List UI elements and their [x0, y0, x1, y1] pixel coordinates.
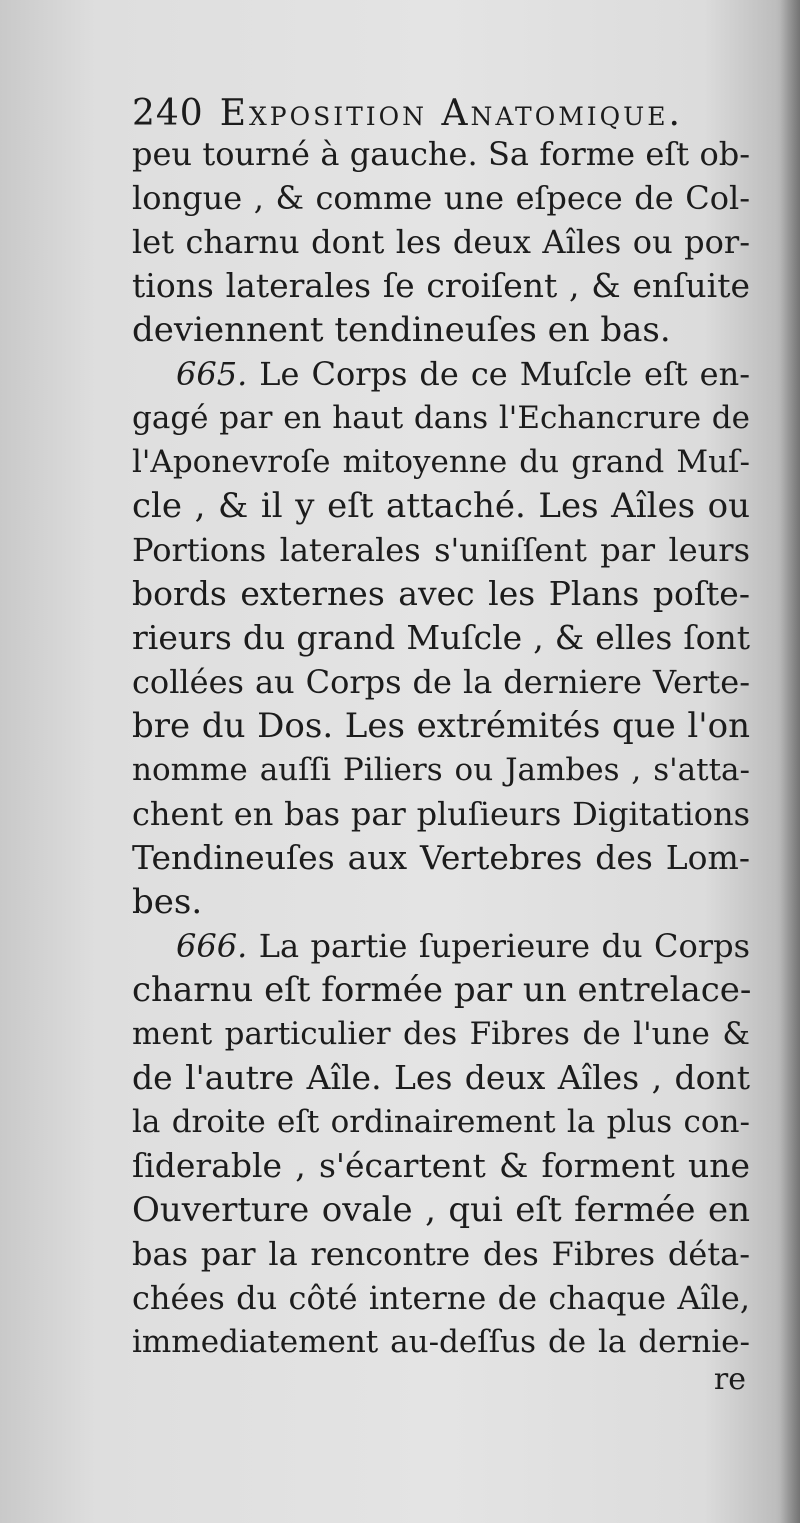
text-line: la droite eſt ordinairement la plus con- — [132, 1104, 750, 1140]
text-line: Portions laterales s'uniſſent par leurs — [132, 531, 750, 569]
text-line: Tendineuſes aux Vertebres des Lom- — [132, 838, 750, 877]
text-line: collées au Corps de la derniere Verte- — [132, 663, 750, 701]
text-line: chées du côté interne de chaque Aîle, — [132, 1279, 750, 1317]
text-line: gagé par en haut dans l'Echancrure de — [132, 400, 750, 436]
catchword: re — [713, 1362, 746, 1397]
text-line: tions laterales ſe croiſent , & enſuite — [132, 266, 750, 305]
paragraph-665-first-line — [132, 352, 750, 396]
text-line: peu tourné à gauche. Sa forme eſt ob- — [132, 135, 750, 173]
text-line: Ouverture ovale , qui eſt fermée en — [132, 1190, 750, 1230]
text-line: La partie ſuperieure du Corps — [258, 927, 751, 965]
text-line: de l'autre Aîle. Les deux Aîles , dont — [132, 1058, 750, 1097]
text-line: bas par la rencontre des Fibres déta- — [132, 1235, 750, 1273]
text-line: charnu eſt formée par un entrelace- — [132, 970, 752, 1010]
page-number: 240 — [132, 93, 204, 134]
text-line: deviennent tendineuſes en bas. — [132, 310, 671, 350]
text-line: Le Corps de ce Muſcle eſt en- — [259, 355, 751, 393]
text-line: l'Aponevroſe mitoyenne du grand Muſ- — [132, 444, 750, 480]
text-line: bords externes avec les Plans poſte- — [132, 574, 750, 613]
running-title: Exposition Anatomique. — [219, 93, 683, 134]
text-line: nomme auſſi Piliers ou Jambes , s'atta- — [132, 752, 750, 788]
text-line: longue , & comme une eſpece de Col- — [132, 179, 750, 217]
paragraph-666-first-line — [132, 924, 750, 968]
text-line: let charnu dont les deux Aîles ou por- — [132, 223, 750, 261]
paragraph-number: 665. — [176, 355, 248, 393]
text-line: rieurs du grand Muſcle , & elles ſont — [132, 618, 750, 657]
text-line: bre du Dos. Les extrémités que l'on — [132, 706, 750, 746]
body-text — [132, 132, 750, 1364]
text-line: bes. — [132, 882, 203, 922]
text-line: ſiderable , s'écartent & forment une — [132, 1146, 750, 1185]
text-line: immediatement au-deſſus de la dernie- — [132, 1324, 750, 1360]
running-header — [132, 92, 752, 136]
text-line: chent en bas par pluſieurs Digitations — [132, 795, 750, 833]
paragraph-number: 666. — [176, 927, 248, 965]
text-line: cle , & il y eſt attaché. Les Aîles ou — [132, 486, 750, 526]
text-line: ment particulier des Fibres de l'une & — [132, 1016, 750, 1052]
